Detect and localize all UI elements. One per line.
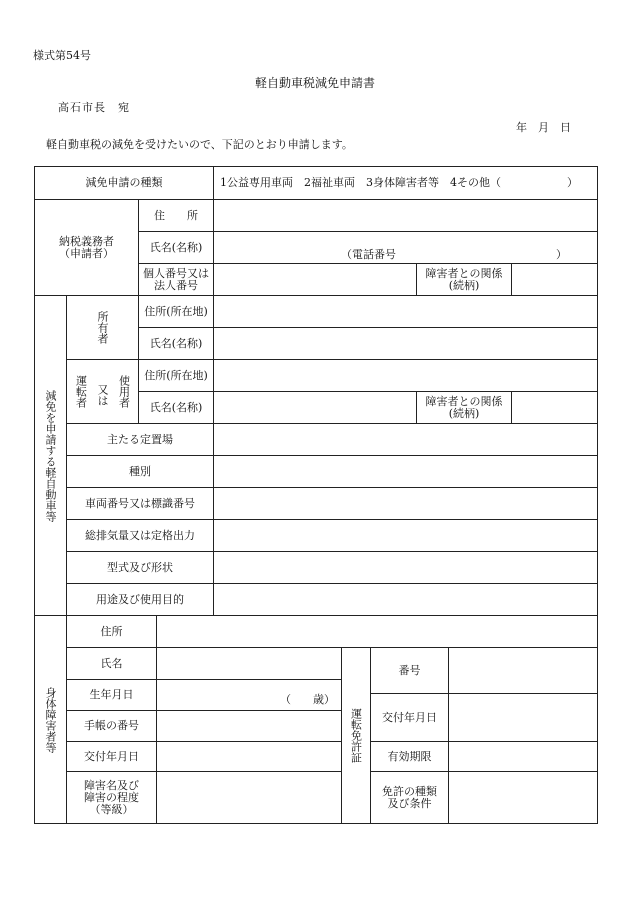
dob-field[interactable] [157,680,342,711]
taxpayer-id-field[interactable] [214,264,417,296]
user-address-field[interactable] [214,360,598,392]
user-name-label: 氏名(名称) [139,392,214,424]
user-relation-line1: 障害者との関係 [425,394,503,408]
taxpayer-table [34,166,598,296]
user-label-col3: 運転者 [74,375,88,408]
taxpayer-relation-line2: (続柄) [448,278,480,292]
purpose-field[interactable] [214,584,598,616]
page-title: 軽自動車税減免申請書 [254,76,375,90]
license-expiry-field[interactable] [449,742,598,772]
user-address-label: 住所(所在地) [139,360,214,392]
disabled-name-label: 氏名 [67,648,157,680]
vehicle-group-label [35,296,67,616]
disabled-issue-label: 交付年月日 [67,742,157,772]
storage-field[interactable] [214,424,598,456]
owner-address-field[interactable] [214,296,598,328]
taxpayer-id-label-line1: 個人番号又は [143,266,209,280]
taxpayer-address-field[interactable] [214,200,598,232]
user-label-col2: 又は [96,383,109,406]
age-label: （ 歳） [280,693,335,706]
disabled-group-text: 身体障害者等 [44,686,57,753]
taxpayer-id-label [139,264,214,296]
disability-line1: 障害名及び [84,778,139,792]
disabled-group-label [35,616,67,824]
owner-address-label: 住所(所在地) [139,296,214,328]
disabled-table [34,615,598,824]
plate-label: 車両番号又は標識番号 [67,488,214,520]
license-issue-field[interactable] [449,694,598,742]
vehicle-group-text: 減免を申請する軽自動車等 [44,389,57,522]
owner-name-field[interactable] [214,328,598,360]
license-group-label [342,648,371,824]
taxpayer-label-line1: 納税義務者 [59,234,114,248]
user-name-field[interactable] [214,392,417,424]
kind-label: 種別 [67,456,214,488]
license-expiry-label: 有効期限 [371,742,449,772]
displacement-field[interactable] [214,520,598,552]
disabled-address-label: 住所 [67,616,157,648]
disability-line2: 障害の程度 [84,790,139,804]
owner-name-label: 氏名(名称) [139,328,214,360]
vehicle-table [34,295,598,616]
taxpayer-label-line2: （申請者） [59,246,114,260]
disabled-issue-field[interactable] [157,742,342,772]
plate-field[interactable] [214,488,598,520]
taxpayer-relation-line1: 障害者との関係 [425,266,503,280]
owner-label-text: 所有者 [96,311,109,344]
request-type-options[interactable]: 1公益専用車両 2福祉車両 3身体障害者等 4その他（ ） [214,167,598,200]
disability-label [67,772,157,824]
kind-field[interactable] [214,456,598,488]
taxpayer-address-label: 住 所 [139,200,214,232]
taxpayer-name-field[interactable] [214,232,598,264]
intro-text: 軽自動車税の減免を受けたいので、下記のとおり申請します。 [46,138,353,151]
disabled-name-field[interactable] [157,648,342,680]
license-number-field[interactable] [449,648,598,694]
user-relation-line2: (続柄) [448,406,480,420]
owner-label [67,296,139,360]
model-field[interactable] [214,552,598,584]
addressee: 高石市長 宛 [58,101,130,114]
license-group-text: 運転免許証 [349,708,363,763]
license-type-field[interactable] [449,772,598,824]
user-relation-label [417,392,512,424]
dob-label: 生年月日 [67,680,157,711]
license-type-line1: 免許の種類 [382,784,437,798]
date-line: 年 月 日 [516,121,571,134]
taxpayer-label [35,200,139,296]
taxpayer-id-label-line2: 法人番号 [154,278,198,292]
disability-line3: （等級） [89,802,134,816]
handbook-label: 手帳の番号 [67,711,157,742]
license-type-line2: 及び条件 [387,796,432,810]
taxpayer-name-label: 氏名(名称) [139,232,214,264]
model-label: 型式及び形状 [67,552,214,584]
request-type-label: 減免申請の種類 [35,167,214,200]
storage-label: 主たる定置場 [67,424,214,456]
form-number: 様式第54号 [33,49,91,62]
taxpayer-relation-label [417,264,512,296]
license-number-label: 番号 [371,648,449,694]
displacement-label: 総排気量又は定格出力 [67,520,214,552]
phone-close: ） [556,248,568,261]
disability-field[interactable] [157,772,342,824]
user-relation-field[interactable] [512,392,598,424]
taxpayer-relation-field[interactable] [512,264,598,296]
purpose-label: 用途及び使用目的 [67,584,214,616]
user-label-col1: 使用者 [117,375,131,408]
handbook-field[interactable] [157,711,342,742]
user-label [67,360,139,424]
phone-label: （電話番号 [341,248,396,261]
license-issue-label: 交付年月日 [371,694,449,742]
disabled-address-field[interactable] [157,616,598,648]
license-type-label [371,772,449,824]
